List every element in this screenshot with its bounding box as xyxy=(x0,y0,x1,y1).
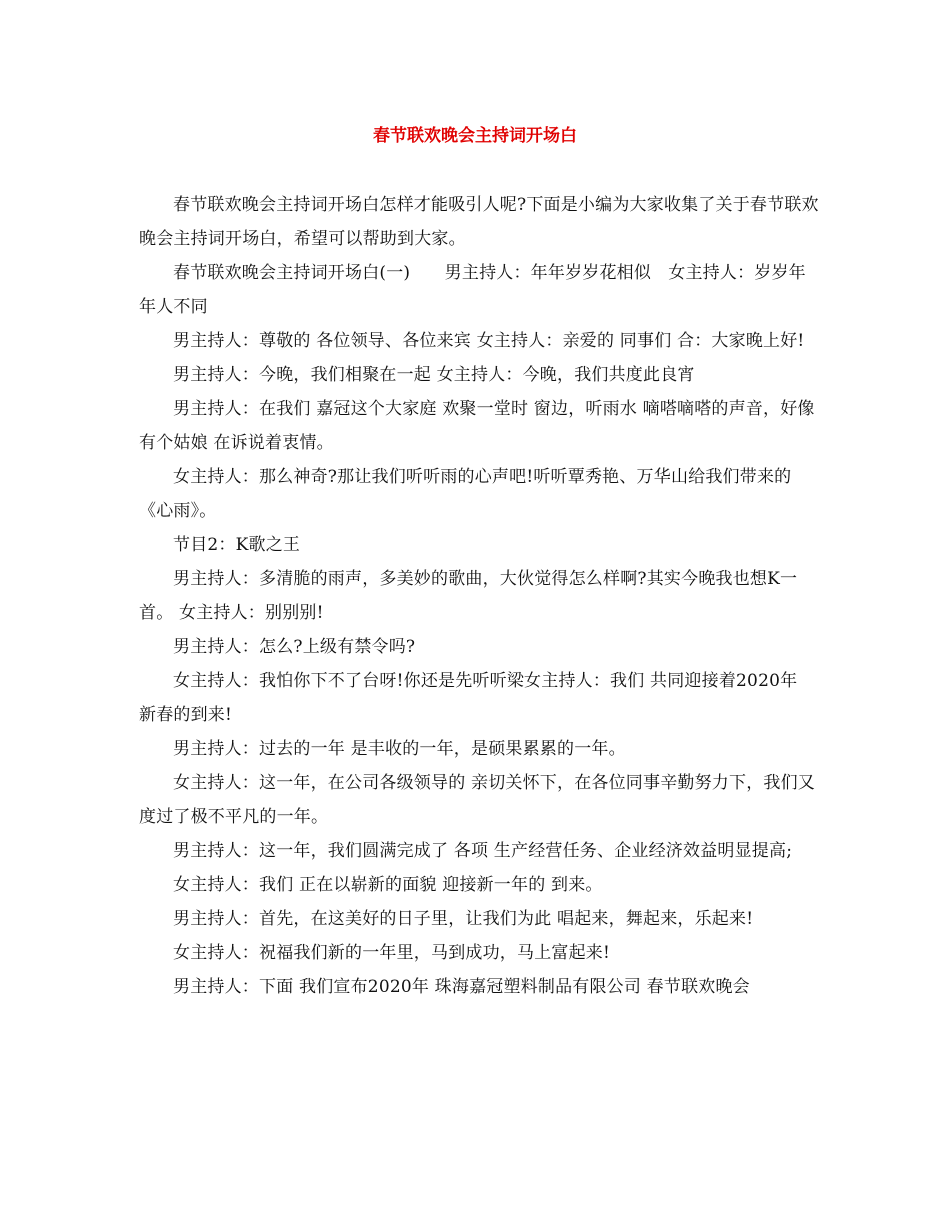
paragraph-harvest: 男主持人：过去的一年 是丰收的一年，是硕果累累的一年。 xyxy=(173,739,626,759)
paragraph-new-look: 女主持人：我们 正在以崭新的面貌 迎接新一年的 到来。 xyxy=(173,875,603,895)
paragraph-k-song: 男主持人：多清脆的雨声，多美妙的歌曲，大伙觉得怎么样啊?其实今晚我也想K一首。 女主持人：别别别! xyxy=(139,569,798,623)
paragraph-this-year: 女主持人：这一年，在公司各级领导的 亲切关怀下，在各位同事辛勤努力下，我们又度过了极不平凡的一年。 xyxy=(139,773,816,827)
paragraph-tasks: 男主持人：这一年，我们圆满完成了 各项 生产经营任务、企业经济效益明显提高; xyxy=(173,841,793,861)
paragraph-rain: 男主持人：在我们 嘉冠这个大家庭 欢聚一堂时 窗边，听雨水 嘀嗒嘀嗒的声音，好像有个姑娘 在诉说着衷情。 xyxy=(139,399,815,453)
paragraph-new-spring: 女主持人：我怕你下不了台呀!你还是先听听梁女主持人：我们 共同迎接着2020年 新春的到来! xyxy=(139,671,803,725)
document-body xyxy=(139,188,819,1004)
paragraph-greeting: 男主持人：尊敬的 各位领导、各位来宾 女主持人：亲爱的 同事们 合：大家晚上好! xyxy=(173,331,805,351)
paragraph-intro: 春节联欢晚会主持词开场白怎样才能吸引人呢?下面是小编为大家收集了关于春节联欢晚会主持词开场白，希望可以帮助到大家。 xyxy=(139,195,819,249)
paragraph-announce: 男主持人：下面 我们宣布2020年 珠海嘉冠塑料制品有限公司 春节联欢晚会 xyxy=(173,977,750,997)
paragraph-tonight: 男主持人：今晚，我们相聚在一起 女主持人：今晚，我们共度此良宵 xyxy=(173,365,695,385)
paragraph-ban: 男主持人：怎么?上级有禁令吗? xyxy=(173,637,416,657)
paragraph-program-2: 节目2：K歌之王 xyxy=(173,535,301,555)
paragraph-opening-one: 春节联欢晚会主持词开场白(一) 男主持人：年年岁岁花相似 女主持人：岁岁年年人不同 xyxy=(139,263,806,317)
document-title: 春节联欢晚会主持词开场白 xyxy=(373,126,577,146)
paragraph-blessing: 女主持人：祝福我们新的一年里，马到成功，马上富起来! xyxy=(173,943,611,963)
paragraph-celebrate: 男主持人：首先，在这美好的日子里，让我们为此 唱起来，舞起来，乐起来! xyxy=(173,909,754,929)
paragraph-xinyu: 女主持人：那么神奇?那让我们听听雨的心声吧!听听覃秀艳、万华山给我们带来的《心雨》。 xyxy=(139,467,792,521)
